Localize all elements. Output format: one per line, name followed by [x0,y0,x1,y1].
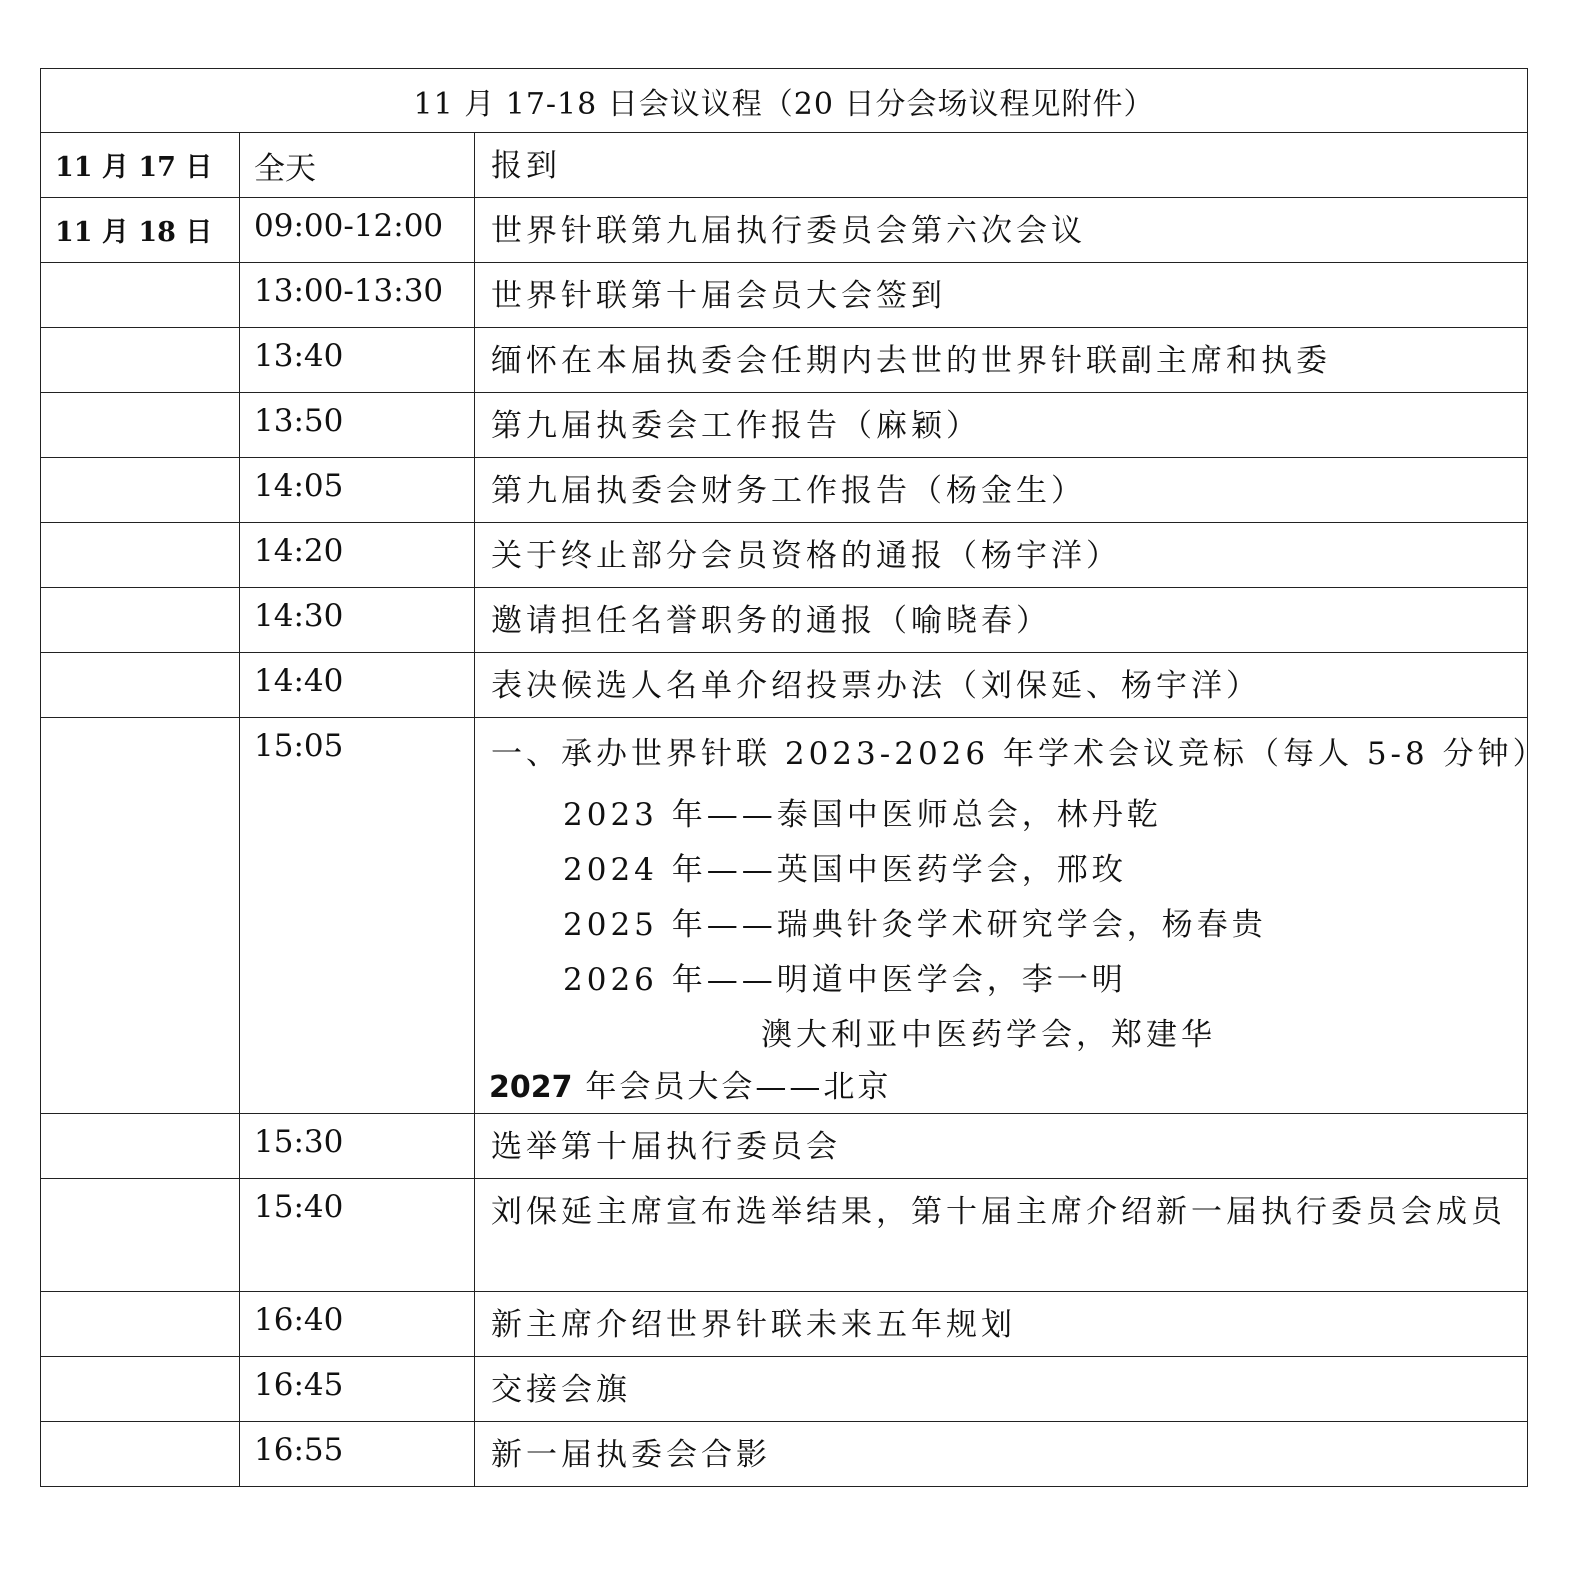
table-row [41,1292,1528,1357]
time-cell: 14:40 [240,653,475,718]
table-row [41,523,1528,588]
date-cell [41,653,240,718]
date-cell [41,718,240,1114]
bid-row [41,718,1528,1114]
date-cell [41,328,240,393]
item-cell: 报到 [475,133,1528,198]
time-cell: 14:30 [240,588,475,653]
agenda-table [40,68,1548,1487]
item-cell: 表决候选人名单介绍投票办法（刘保延、杨宇洋） [475,653,1528,718]
date-cell: 11 月 17 日 [41,133,240,198]
table-row [41,133,1528,198]
item-cell: 第九届执委会工作报告（麻颖） [475,393,1528,458]
assembly-note [489,1063,1513,1112]
table-row [41,1179,1528,1292]
item-cell: 世界针联第十届会员大会签到 [475,263,1528,328]
date-cell [41,1292,240,1357]
item-cell: 刘保延主席宣布选举结果，第十届主席介绍新一届执行委员会成员 [475,1179,1528,1292]
bid-heading: 一、承办世界针联 2023-2026 年学术会议竞标（每人 5-8 分钟） [491,736,1548,772]
time-cell: 09:00-12:00 [240,198,475,263]
date-cell [41,1114,240,1179]
item-cell: 邀请担任名誉职务的通报（喻晓春） [475,588,1528,653]
time-cell: 16:45 [240,1357,475,1422]
date-cell [41,1179,240,1292]
date-cell [41,523,240,588]
time-cell: 13:40 [240,328,475,393]
time-cell: 13:00-13:30 [240,263,475,328]
item-cell: 第九届执委会财务工作报告（杨金生） [475,458,1528,523]
item-cell: 新一届执委会合影 [475,1422,1528,1487]
date-cell [41,588,240,653]
date-cell: 11 月 18 日 [41,198,240,263]
time-cell: 15:30 [240,1114,475,1179]
table-row [41,393,1528,458]
bid-line: 2025 年——瑞典针灸学术研究学会，杨春贵 [563,907,1267,943]
date-cell [41,458,240,523]
title-row [41,69,1528,133]
time-cell: 16:55 [240,1422,475,1487]
table-row [41,458,1528,523]
item-cell: 缅怀在本届执委会任期内去世的世界针联副主席和执委 [475,328,1528,393]
item-cell: 关于终止部分会员资格的通报（杨宇洋） [475,523,1528,588]
time-cell: 15:05 [240,718,475,1114]
table-row [41,1422,1528,1487]
table-row [41,588,1528,653]
assembly-text: 年会员大会——北京 [572,1069,892,1105]
table-row [41,1357,1528,1422]
date-cell [41,393,240,458]
bid-line: 2024 年——英国中医药学会，邢玫 [563,852,1127,888]
table-row [41,198,1528,263]
time-cell: 15:40 [240,1179,475,1292]
table-row [41,328,1528,393]
bid-line: 2023 年——泰国中医师总会，林丹乾 [563,797,1162,833]
item-cell: 世界针联第九届执行委员会第六次会议 [475,198,1528,263]
table-row [41,263,1528,328]
time-cell: 16:40 [240,1292,475,1357]
item-cell: 选举第十届执行委员会 [475,1114,1528,1179]
date-cell [41,1422,240,1487]
time-cell: 全天 [240,133,475,198]
time-cell: 13:50 [240,393,475,458]
item-cell: 新主席介绍世界针联未来五年规划 [475,1292,1528,1357]
time-cell: 14:20 [240,523,475,588]
date-cell [41,1357,240,1422]
assembly-year: 2027 [489,1070,573,1105]
table-row [41,653,1528,718]
date-cell [41,263,240,328]
bid-line: 2026 年——明道中医学会，李一明 [563,962,1127,998]
time-cell: 14:05 [240,458,475,523]
bid-line: 澳大利亚中医药学会，郑建华 [761,1017,1216,1053]
table-row [41,1114,1528,1179]
bid-item-cell [475,718,1548,1114]
table-title: 11 月 17-18 日会议议程（20 日分会场议程见附件） [41,69,1528,133]
item-cell: 交接会旗 [475,1357,1528,1422]
